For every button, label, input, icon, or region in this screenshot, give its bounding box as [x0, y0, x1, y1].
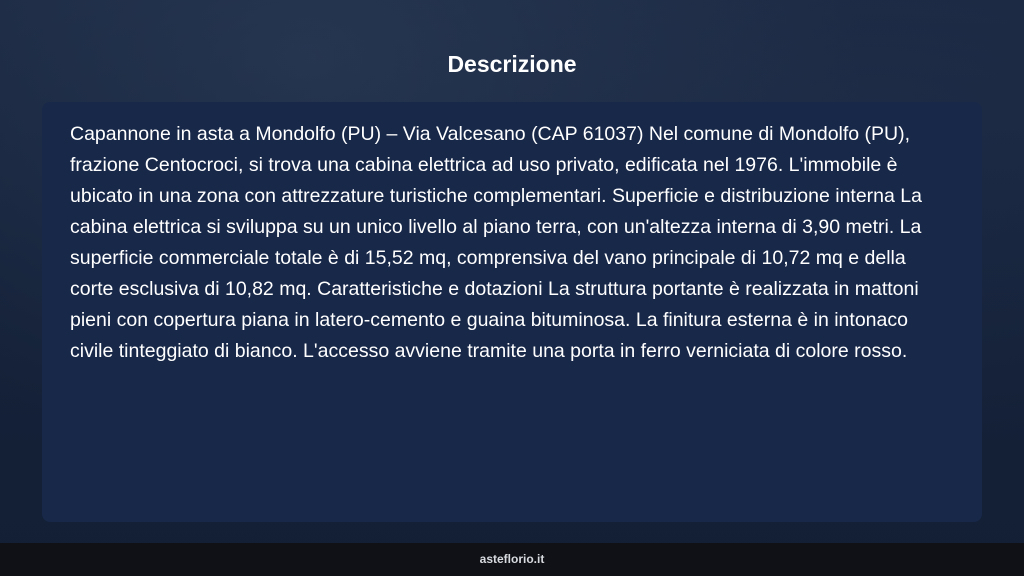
page-title: Descrizione — [447, 51, 577, 77]
description-text: Capannone in asta a Mondolfo (PU) – Via Valcesano (CAP 61037) Nel comune di Mondolfo (PU), frazione Centocroci, si trova una cabina elettrica ad uso privato, edificata nel 1976. L'immobile è ubicato in una zona con attrezzature turistiche complementari. Superficie e distribuzione interna La cabina elettrica si sviluppa su un unico livello al piano terra, con un'altezza interna di 3,90 metri. La superficie commerciale totale è di 15,52 mq, comprensiva del vano principale di 10,72 mq e della corte esclusiva di 10,82 mq. Caratteristiche e dotazioni La struttura portante è realizzata in mattoni pieni con copertura piana in latero-cemento e guaina bituminosa. La finitura esterna è in intonaco civile tinteggiato di bianco. L'accesso avviene tramite una porta in ferro verniciata di colore rosso. — [70, 123, 922, 362]
footer-site-label: asteflorio.it — [479, 552, 545, 566]
footer-bar — [0, 543, 1024, 576]
description-card — [42, 102, 982, 522]
